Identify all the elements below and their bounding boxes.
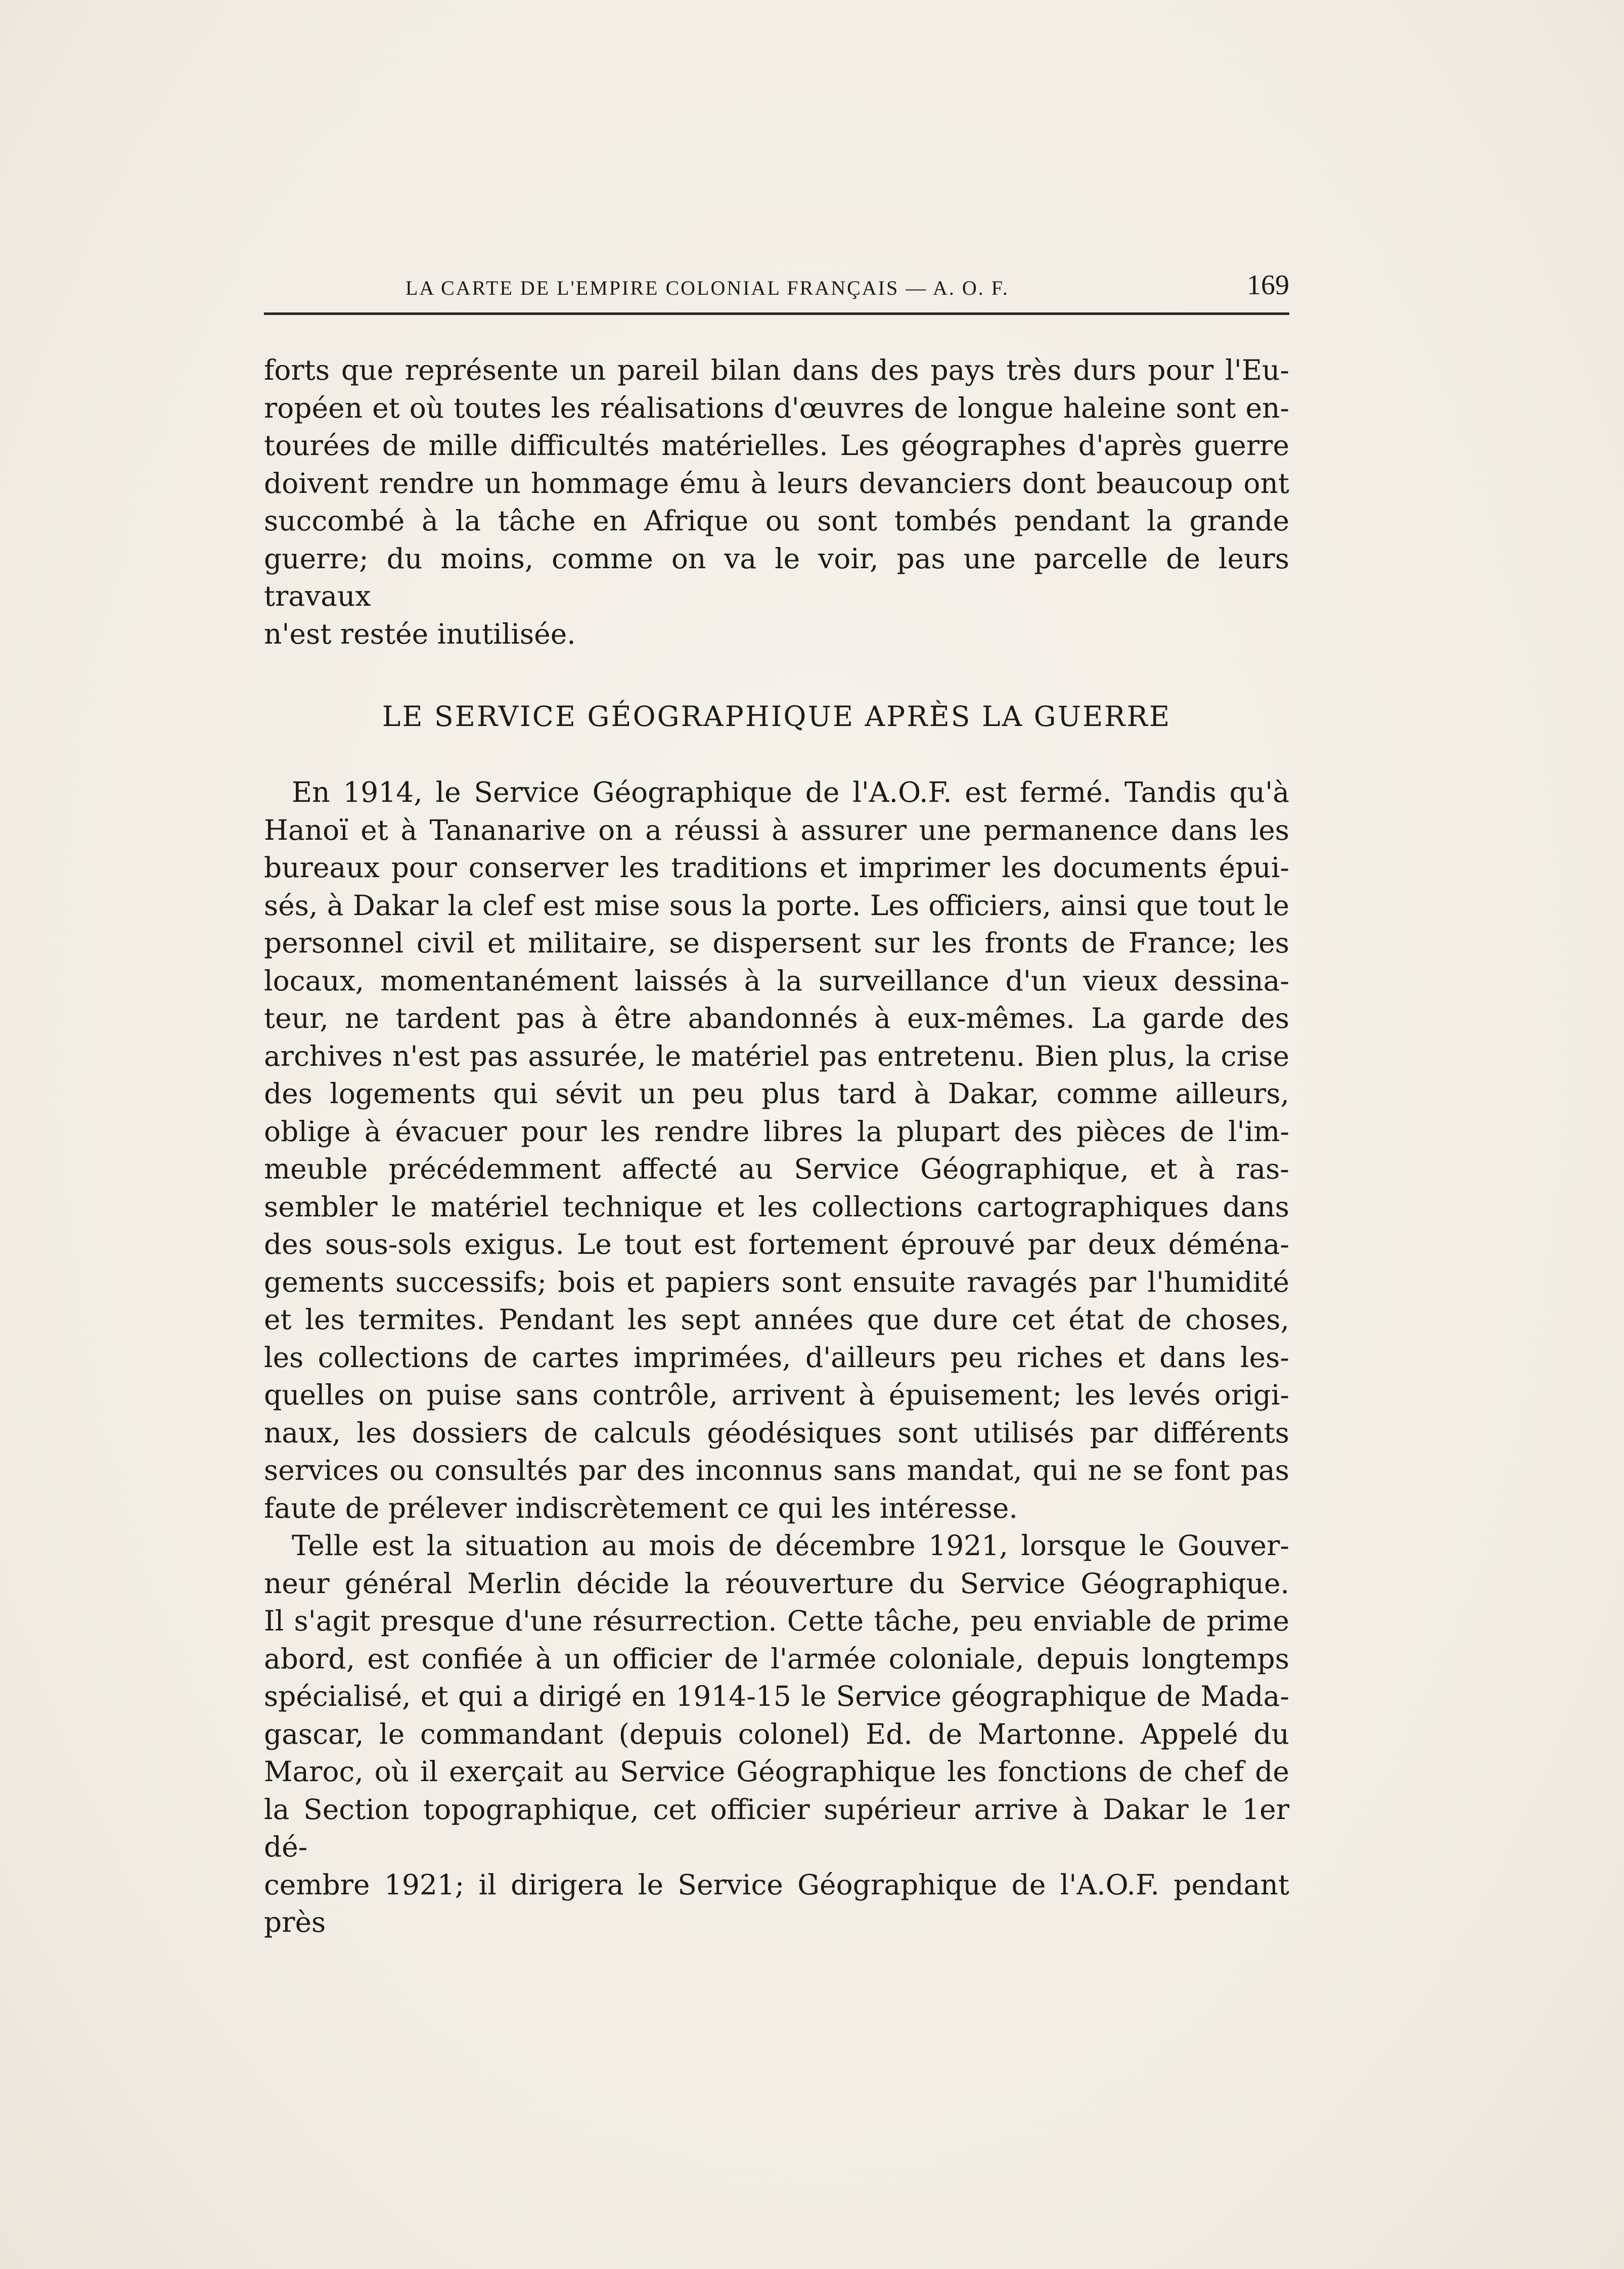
section-heading: LE SERVICE GÉOGRAPHIQUE APRÈS LA GUERRE	[382, 700, 1171, 733]
text-line: abord, est confiée à un officier de l'armée coloniale, depuis longtemps	[264, 1642, 1289, 1675]
text-line: des logements qui sévit un peu plus tard à Dakar, comme ailleurs,	[264, 1077, 1289, 1110]
text-line: neur général Merlin décide la réouverture du Service Géographique.	[264, 1567, 1289, 1600]
text-line: meuble précédemment affecté au Service Géographique, et à ras-	[264, 1153, 1289, 1185]
page-number: 169	[1247, 269, 1289, 301]
text-line: En 1914, le Service Géographique de l'A.O.F. est fermé. Tandis qu'à	[292, 776, 1289, 808]
text-line: quelles on puise sans contrôle, arrivent à épuisement; les levés origi-	[264, 1379, 1289, 1411]
text-line: faute de prélever indiscrètement ce qui les intéresse.	[264, 1491, 1018, 1524]
text-line: gascar, le commandant (depuis colonel) Ed. de Martonne. Appelé du	[264, 1717, 1289, 1750]
text-line: Telle est la situation au mois de décembre 1921, lorsque le Gouver-	[292, 1529, 1289, 1562]
text-line: tourées de mille difficultés matérielles. Les géographes d'après guerre	[264, 429, 1289, 462]
header-rule	[264, 312, 1289, 315]
text-line: doivent rendre un hommage ému à leurs devanciers dont beaucoup ont	[264, 467, 1289, 500]
text-line: forts que représente un pareil bilan dans des pays très durs pour l'Eu-	[264, 354, 1289, 386]
text-line: sembler le matériel technique et les collections cartographiques dans	[264, 1190, 1289, 1223]
text-line: oblige à évacuer pour les rendre libres la plupart des pièces de l'im-	[264, 1115, 1289, 1148]
page-header	[264, 268, 1289, 303]
text-line: succombé à la tâche en Afrique ou sont tombés pendant la grande	[264, 505, 1289, 537]
text-line: naux, les dossiers de calculs géodésiques sont utilisés par différents	[264, 1416, 1289, 1449]
text-line: cembre 1921; il dirigera le Service Géographique de l'A.O.F. pendant près	[264, 1868, 1289, 1938]
text-line: spécialisé, et qui a dirigé en 1914-15 le Service géographique de Mada-	[264, 1680, 1289, 1712]
text-line: Maroc, où il exerçait au Service Géographique les fonctions de chef de	[264, 1755, 1289, 1788]
running-head: LA CARTE DE L'EMPIRE COLONIAL FRANÇAIS — A. O. F.	[405, 277, 1009, 299]
text-line: personnel civil et militaire, se dispersent sur les fronts de France; les	[264, 927, 1289, 959]
section-body	[264, 774, 1289, 1941]
text-line: et les termites. Pendant les sept années que dure cet état de choses,	[264, 1303, 1289, 1336]
text-line: la Section topographique, cet officier supérieur arrive à Dakar le 1er dé-	[264, 1793, 1289, 1863]
text-line: ropéen et où toutes les réalisations d'œuvres de longue haleine sont en-	[264, 391, 1289, 424]
text-line: bureaux pour conserver les traditions et imprimer les documents épui-	[264, 851, 1289, 884]
text-line: Il s'agit presque d'une résurrection. Cette tâche, peu enviable de prime	[264, 1605, 1289, 1637]
text-line: les collections de cartes imprimées, d'ailleurs peu riches et dans les-	[264, 1341, 1289, 1374]
text-line: sés, à Dakar la clef est mise sous la porte. Les officiers, ainsi que tout le	[264, 889, 1289, 922]
intro-paragraph	[264, 351, 1289, 653]
text-line: n'est restée inutilisée.	[264, 617, 576, 650]
text-line: gements successifs; bois et papiers sont ensuite ravagés par l'humidité	[264, 1265, 1289, 1298]
text-line: archives n'est pas assurée, le matériel pas entretenu. Bien plus, la crise	[264, 1039, 1289, 1072]
text-line: services ou consultés par des inconnus sans mandat, qui ne se font pas	[264, 1454, 1289, 1486]
text-line: locaux, momentanément laissés à la surveillance d'un vieux dessina-	[264, 964, 1289, 997]
text-line: guerre; du moins, comme on va le voir, pas une parcelle de leurs travaux	[264, 542, 1289, 612]
text-line: des sous-sols exigus. Le tout est fortement éprouvé par deux déména-	[264, 1228, 1289, 1260]
text-line: teur, ne tardent pas à être abandonnés à eux-mêmes. La garde des	[264, 1002, 1289, 1034]
text-line: Hanoï et à Tananarive on a réussi à assurer une permanence dans les	[264, 813, 1289, 846]
